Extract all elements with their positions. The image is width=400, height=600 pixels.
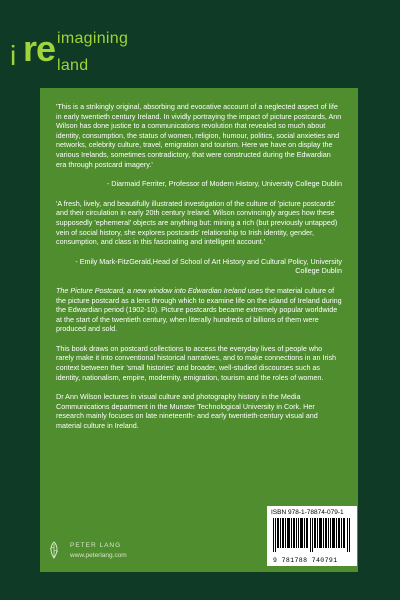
isbn-text: ISBN 978-1-78874-079-1	[271, 509, 344, 516]
publisher-block	[44, 540, 164, 570]
logo-word-imagining: imagining	[57, 30, 129, 47]
logo-letter-i: i	[10, 40, 17, 71]
book-title: The Picture Postcard, a new window into Edwardian Ireland	[56, 285, 246, 295]
description-paragraph-1-rest: uses the material culture of the picture postcard as a lens through which to examine life on the island of Ireland during the Edwardian period (1902-10). Picture postcards became extremely popular worldwide at the start of the twentieth century, when literally hundreds of billions of them were produced and sold.	[56, 285, 342, 334]
description-paragraph-1	[56, 286, 342, 334]
quote-1-attribution: - Diarmaid Ferriter, Professor of Modern History, University College Dublin	[106, 179, 342, 189]
series-logo	[10, 6, 210, 86]
quote-2-attribution: - Emily Mark-FitzGerald,Head of School of Art History and Cultural Policy, University College Dublin	[75, 256, 342, 276]
publisher-name: PETER LANG	[70, 542, 122, 549]
quote-1-text: 'This is a strikingly original, absorbing and evocative account of a neglected aspect of life in early twentieth century Ireland. In vividly portraying the impact of picture postcards, Ann Wilson has done justice to a communications revolution that revealed so much about identity, consumption, the status of women, religion, humour, politics, social anxieties and networks, celebrity culture, travel, emigration and tourism. Here we have on display the various Irelands, sometimes contradictory, that were constructed during the Edwardian era through postcard imagery.'	[56, 102, 342, 169]
logo-word-land: land	[57, 57, 89, 74]
isbn-barcode	[267, 506, 357, 566]
barcode-bars	[271, 518, 353, 556]
back-cover-text-panel	[40, 88, 358, 572]
peter-lang-logo-icon	[44, 540, 64, 560]
author-bio: Dr Ann Wilson lectures in visual culture and photography history in the Media Communications department in the Munster Technological University in Cork. Her research mainly focuses on late nineteenth- and early twentieth-century visual and material culture in Ireland.	[56, 392, 318, 431]
quote-2-text: 'A fresh, lively, and beautifully illustrated investigation of the culture of 'picture postcards' and their circulation in early 20th century Ireland. Wilson convincingly argues how these supposedly 'ephemeral' objects are anything but: mining a rich (but previously untapped) vein of social history, she explores postcards' relationship to Irish identity, gender, consumption, and class in this fascinating and intelligent account.'	[56, 198, 338, 247]
barcode-digits: 9 781788 740791	[273, 557, 338, 564]
logo-letters-re: re	[23, 28, 56, 69]
publisher-url[interactable]: www.peterlang.com	[70, 552, 127, 559]
description-paragraph-2: This book draws on postcard collections to access the everyday lives of people who rarely make it into conventional historical narratives, and to make connections in an Irish context between their 'small histories' and broader, well-studied discourses such as identity, nationalism, empire, modernity, emigration, tourism and the roles of women.	[56, 343, 337, 382]
